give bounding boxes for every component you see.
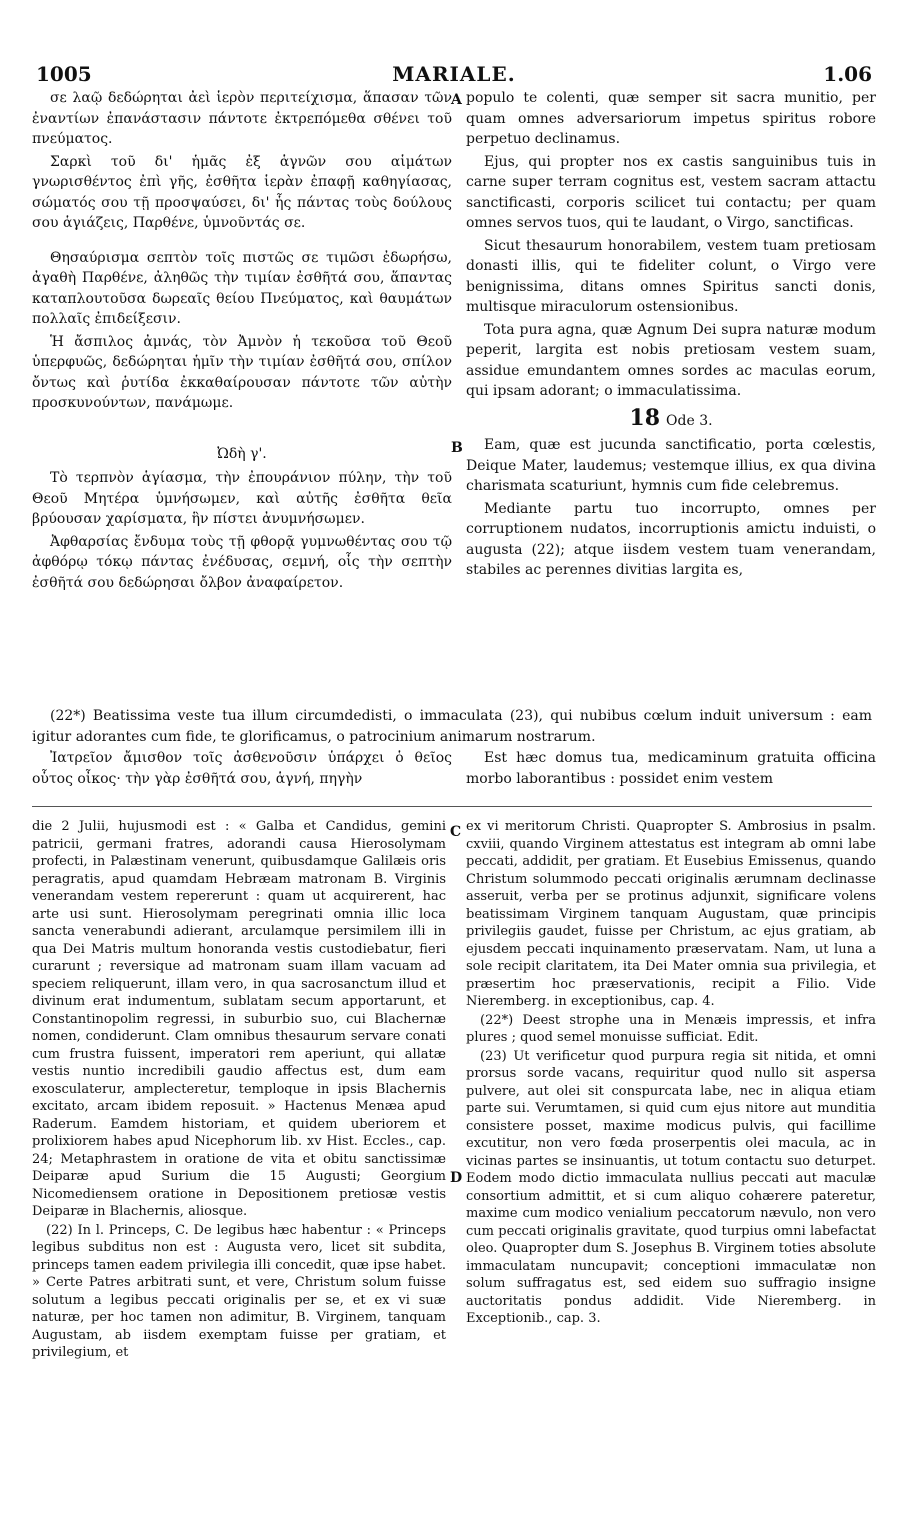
greek-paragraph: Τὸ τερπνὸν ἁγίασμα, τὴν ἐπουράνιον πύλην, τὴν τοῦ Θεοῦ Μητέρα ὑμνήσωμεν, καὶ αὐτῆς ἐσθῆτα θεῖα βρύουσαν χαρίσματα, ἣν πίστει ἀνυμνήσωμεν. xyxy=(32,470,452,527)
footnote: die 2 Julii, hujusmodi est : « Galba et Candidus, gemini patricii, germani fratres, adorandi causa Hierosolymam profecti, in Palæstinam venerunt, quibusdamque Galilæis oris peragratis, apud quamdam Hebræam matronam B. Virginis venerandam vestem repererunt : quam ut acquirerent, hac arte usi sunt. Hierosolymam peregrinati omnia illic loca sancta venerabundi adierant, arculamque persimilem illi in qua Dei Matris multum honoranda vestis custodiebatur, fieri curarunt ; reversique ad matronam suam illam vacuam ad speciem reliquerunt, illam vero, in qua sacrosanctum illud et divinum erat indumentum, sublatam secum apportarunt, et Constantinopolim regressi, in suburbio suo, cui Blachernæ nomen, condiderunt. Clam omnibus thesaurum servare conati cum frustra fuissent, imperatori rem aperiunt, qui allatæ vestis nuntio incredibili gaudio affectus est, dum eam exosculaterur, amplecteretur, temploque in ipsis Blachernis excitato, arcam ibidem reposuit. » Hactenus Menæa apud Raderum. Eamdem historiam, et quidem uberiorem et prolixiorem habes apud Nicephorum lib. xv Hist. Eccles., cap. 24; Metaphrastem in oratione de vita et obitu sanctissimæ Deiparæ apud Surium die 15 Augusti; Georgium Nicomediensem oratione in Depositionem pretiosæ vestis Deiparæ in Blachernis, aliosque. xyxy=(32,819,446,1219)
full-width-line: (22*) Beatissima veste tua illum circumdedisti, o immaculata (23), qui nubibus cœlum induit universum : eam igitur adorantes cum fide, te glorificamus, o patrocinium animarum nostrarum. xyxy=(32,708,872,745)
latin-column xyxy=(466,88,876,583)
latin-paragraph: Sicut thesaurum honorabilem, vestem tuam pretiosam donasti illis, qui te fideliter colunt, o Virgo vere benignissima, ditans omnes Spiritus sancti donis, multisque miraculorum ostensionibus. xyxy=(466,237,876,315)
section-number: 18 xyxy=(629,404,661,431)
greek-column xyxy=(32,88,452,595)
page-number-left: 1005 xyxy=(36,62,92,86)
running-title: MARIALE. xyxy=(392,62,516,86)
greek-paragraph: Σαρκὶ τοῦ δι' ἡμᾶς ἐξ ἁγνῶν σου αἱμάτων γνωρισθέντος ἐπὶ γῆς, ἐσθῆτα ἱερὰν ἐπαφῇ καθηγίασας, σώματός σου τῇ προσψαύσει, δι' ἧς πάντας τοὺς δούλους σου ἁγιάζεις, Παρθένε, ὑμνοῦντάς σε. xyxy=(32,153,452,231)
latin-paragraph: Tota pura agna, quæ Agnum Dei supra naturæ modum peperit, largita est nobis pretiosam vestem suam, assidue emundantem omnes sordes ac maculas eorum, qui ipsam adorant; o immaculatissima. xyxy=(466,321,876,399)
margin-letter-a: A xyxy=(451,92,462,108)
page-header xyxy=(36,62,872,88)
latin-final-paragraph: Est hæc domus tua, medicaminum gratuita officina morbo laborantibus : possidet enim vestem xyxy=(466,750,876,787)
greek-paragraph: Ἡ ἄσπιλος ἀμνάς, τὸν Ἀμνὸν ἡ τεκοῦσα τοῦ Θεοῦ ὑπερφυῶς, δεδώρηται ἡμῖν τὴν τιμίαν ἐσθῆτά σου, σπίλον ὄντως καὶ ῥυτίδα ἐκκαθαίρουσαν πάντοτε τῶν αὐτὴν προσκυνούντων, πανάμωμε. xyxy=(32,333,452,411)
latin-paragraph: populo te colenti, quæ semper sit sacra munitio, per quam omnes adversariorum impetus spiritus robore perpetuo declinamus. xyxy=(466,90,876,147)
margin-letter-c: C xyxy=(450,824,462,840)
footnote: (22*) Deest strophe una in Menæis impressis, et infra plures ; quod semel monuisse sufficiat. Edit. xyxy=(466,1012,876,1045)
footnote: ex vi meritorum Christi. Quapropter S. Ambrosius in psalm. cxviii, quando Virginem attestatus est integram ab omni labe peccati, addidit, per gratiam. Et Eusebius Emissenus, quando Christum solummodo peccati originalis ærumnam declinasse asseruit, verba per se protinus adjunxit, significare volens beatissimam Virginem tanquam Augustam, quæ principis privilegiis gaudet, fuisse per Christum, ac ejus gratiam, ab ejusdem peccati inquinamento præservatam. Nam, ut luna a sole recipit claritatem, ita Dei Mater omnia sua privilegia, et præsertim hoc præservationis, recipit a Filio. Vide Nieremberg. in exceptionibus, cap. 4. xyxy=(466,819,876,1009)
latin-paragraph: Mediante partu tuo incorrupto, omnes per corruptionem nudatos, incorruptionis amictu induisti, o augusta (22); atque iisdem vestem tuam venerandam, stabiles ac perennes divitias largita es, xyxy=(466,500,876,578)
ode-label: Ode 3. xyxy=(666,412,713,429)
footnotes-right xyxy=(466,818,876,1329)
greek-ode-heading: Ὠδὴ γ'. xyxy=(217,445,267,462)
latin-paragraph: Ejus, qui propter nos ex castis sanguinibus tuis in carne super terram cognitus est, vestem sacram attactu sanctificasti, corporis scilicet tui contactu; per quam omnes servos tuos, qui te laudant, o Virgo, sanctificas. xyxy=(466,153,876,231)
greek-final-paragraph: Ἰατρεῖον ἄμισθον τοῖς ἀσθενοῦσιν ὑπάρχει ὁ θεῖος οὗτος οἶκος· τὴν γὰρ ἐσθῆτά σου, ἁγνή, πηγὴν xyxy=(32,750,452,787)
margin-letter-d: D xyxy=(450,1170,463,1186)
footnote: (22) In l. Princeps, C. De legibus hæc habentur : « Princeps legibus subditus non est : Augusta vero, licet sit subdita, princeps tamen eadem privilegia illi concedit, quæ ipse habet. » Certe Patres arbitrati sunt, et vere, Christum solum fuisse solutum a legibus peccati originalis per se, et ex vi suæ naturæ, per hoc tamen non adimitur, B. Virginem, tanquam Augustam, ab iisdem exemptam fuisse per gratiam, et privilegium, et xyxy=(32,1222,446,1360)
footnote-divider xyxy=(32,806,872,807)
greek-paragraph: Θησαύρισμα σεπτὸν τοῖς πιστῶς σε τιμῶσι ἐδωρήσω, ἀγαθὴ Παρθένε, ἀληθῶς τὴν τιμίαν ἐσθῆτά σου, ἅπαντας καταπλουτοῦσα δωρεαῖς θείου Πνεύματος, καὶ θαυμάτων πολλαῖς ἐπιδείξεσιν. xyxy=(32,249,452,327)
latin-ode-heading xyxy=(466,404,876,432)
greek-paragraph: Ἀφθαρσίας ἔνδυμα τοὺς τῇ φθορᾷ γυμνωθέντας σου τῷ ἀφθόρῳ τόκῳ πάντας ἐνέδυσας, σεμνή, οἷς τὴν σεπτὴν ἐσθῆτά σου δεδώρησαι ὄλβον ἀναφαίρετον. xyxy=(32,533,452,591)
latin-paragraph: Eam, quæ est jucunda sanctificatio, porta cœlestis, Deique Mater, laudemus; vestemque illius, ex qua divina charismata scaturiunt, hymnis cum fide celebremus. xyxy=(466,437,876,494)
footnote: (23) Ut verificetur quod purpura regia sit nitida, et omni prorsus sorde vacans, requiritur quod nullo sit aspersa pulvere, aut olei sit conspurcata labe, nec in aliqua etiam parte sui. Verumtamen, si quid cum ejus nitore aut munditia consistere posset, maxime modicus pulvis, qui facillime excutitur, non vero fœda proserpentis olei macula, ac in vicinas partes se insinuantis, ut totum contactu suo deturpet. Eodem modo dictio immaculata nullius peccati aut maculæ consortium admittit, et si cum aliquo cohærere pateretur, maxime cum modico venialium peccatorum nævulo, non vero cum peccati originalis gravitate, quod turpius omni labefactat oleo. Quapropter dum S. Josephus B. Virginem toties absolute immaculatam nuncupavit; conceptioni immaculatæ non solum suffragatus est, sed eidem suo suffragio insigne auctoritatis pondus addidit. Vide Nieremberg. in Exceptionib., cap. 3. xyxy=(466,1048,876,1326)
greek-paragraph: σε λαῷ δεδώρηται ἀεὶ ἱερὸν περιτείχισμα, ἅπασαν τῶν ἐναντίων ἐπανάστασιν πάντοτε ἐκτρεπόμεθα σθένει τοῦ πνεύματος. xyxy=(32,90,452,147)
margin-letter-b: B xyxy=(451,440,463,456)
page-number-right: 1.06 xyxy=(823,62,872,86)
footnotes-left xyxy=(32,818,446,1363)
